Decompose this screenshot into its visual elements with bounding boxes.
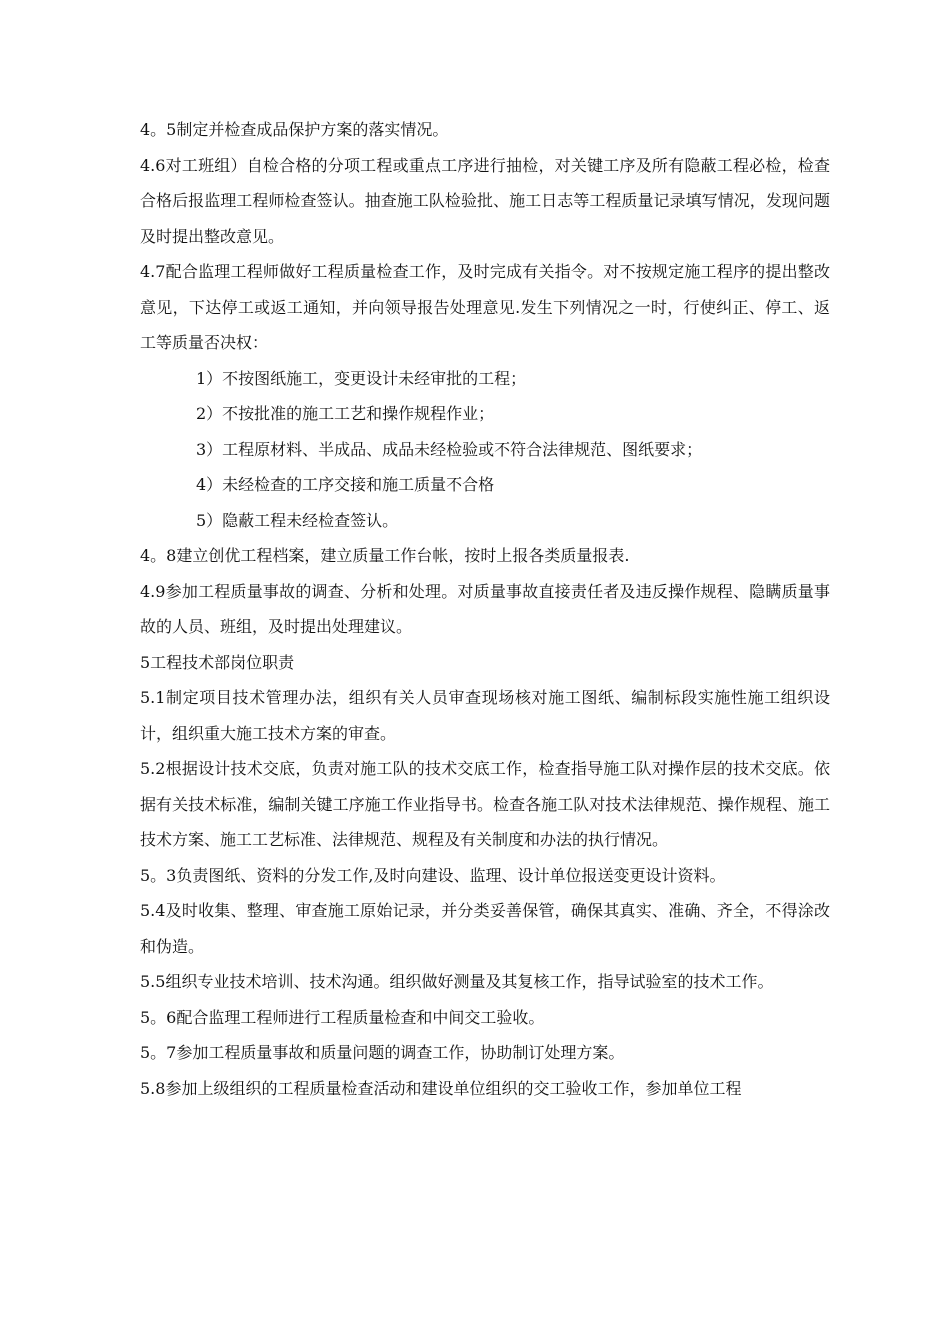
paragraph-5-7: 5。7参加工程质量事故和质量问题的调查工作，协助制订处理方案。 (140, 1043, 625, 1062)
paragraph-4-8: 4。8建立创优工程档案，建立质量工作台帐，按时上报各类质量报表. (140, 546, 630, 565)
paragraph-5-5: 5.5组织专业技术培训、技术沟通。组织做好测量及其复核工作，指导试验室的技术工作。 (140, 972, 774, 991)
paragraph-4-5: 4。5制定并检查成品保护方案的落实情况。 (140, 120, 449, 139)
paragraph-5-2: 5.2根据设计技术交底，负责对施工队的技术交底工作，检查指导施工队对操作层的技术交底。依据有关技术标准，编制关键工序施工作业指导书。检查各施工队对技术法律规范、操作规程、施工技术方案、施工工艺标准、法律规范、规程及有关制度和办法的执行情况。 (140, 759, 830, 849)
paragraph-5-8: 5.8参加上级组织的工程质量检查活动和建设单位组织的交工验收工作，参加单位工程 (140, 1078, 742, 1098)
paragraph-5-4: 5.4及时收集、整理、审查施工原始记录，并分类妥善保管，确保其真实、准确、齐全，不得涂改和伪造。 (140, 901, 830, 956)
paragraph-5-6: 5。6配合监理工程师进行工程质量检查和中间交工验收。 (140, 1007, 545, 1027)
list-item-5: 5）隐蔽工程未经检查签认。 (196, 510, 399, 530)
list-item-4: 4）未经检查的工序交接和施工质量不合格 (196, 475, 495, 494)
paragraph-5-3: 5。3负责图纸、资料的分发工作,及时向建设、监理、设计单位报送变更设计资料。 (140, 865, 726, 885)
paragraph-5-1: 5.1制定项目技术管理办法，组织有关人员审查现场核对施工图纸、编制标段实施性施工组织设计，组织重大施工技术方案的审查。 (140, 688, 830, 743)
paragraph-4-7: 4.7配合监理工程师做好工程质量检查工作，及时完成有关指令。对不按规定施工程序的提出整改意见，下达停工或返工通知，并向领导报告处理意见.发生下列情况之一时，行使纠正、停工、返工等质量否决权： (140, 262, 830, 352)
list-item-1: 1）不按图纸施工，变更设计未经审批的工程； (196, 368, 527, 388)
list-item-2: 2）不按批准的施工工艺和操作规程作业； (196, 404, 495, 423)
paragraph-4-9: 4.9参加工程质量事故的调查、分析和处理。对质量事故直接责任者及违反操作规程、隐瞒质量事故的人员、班组，及时提出处理建议。 (140, 581, 830, 636)
section-heading-5: 5工程技术部岗位职责 (140, 652, 295, 672)
document-body (140, 112, 830, 1106)
paragraph-4-6: 4.6对工班组）自检合格的分项工程或重点工序进行抽检，对关键工序及所有隐蔽工程必检，检查合格后报监理工程师检查签认。抽查施工队检验批、施工日志等工程质量记录填写情况，发现问题及时提出整改意见。 (140, 155, 830, 246)
list-item-3: 3）工程原材料、半成品、成品未经检验或不符合法律规范、图纸要求； (196, 439, 703, 459)
